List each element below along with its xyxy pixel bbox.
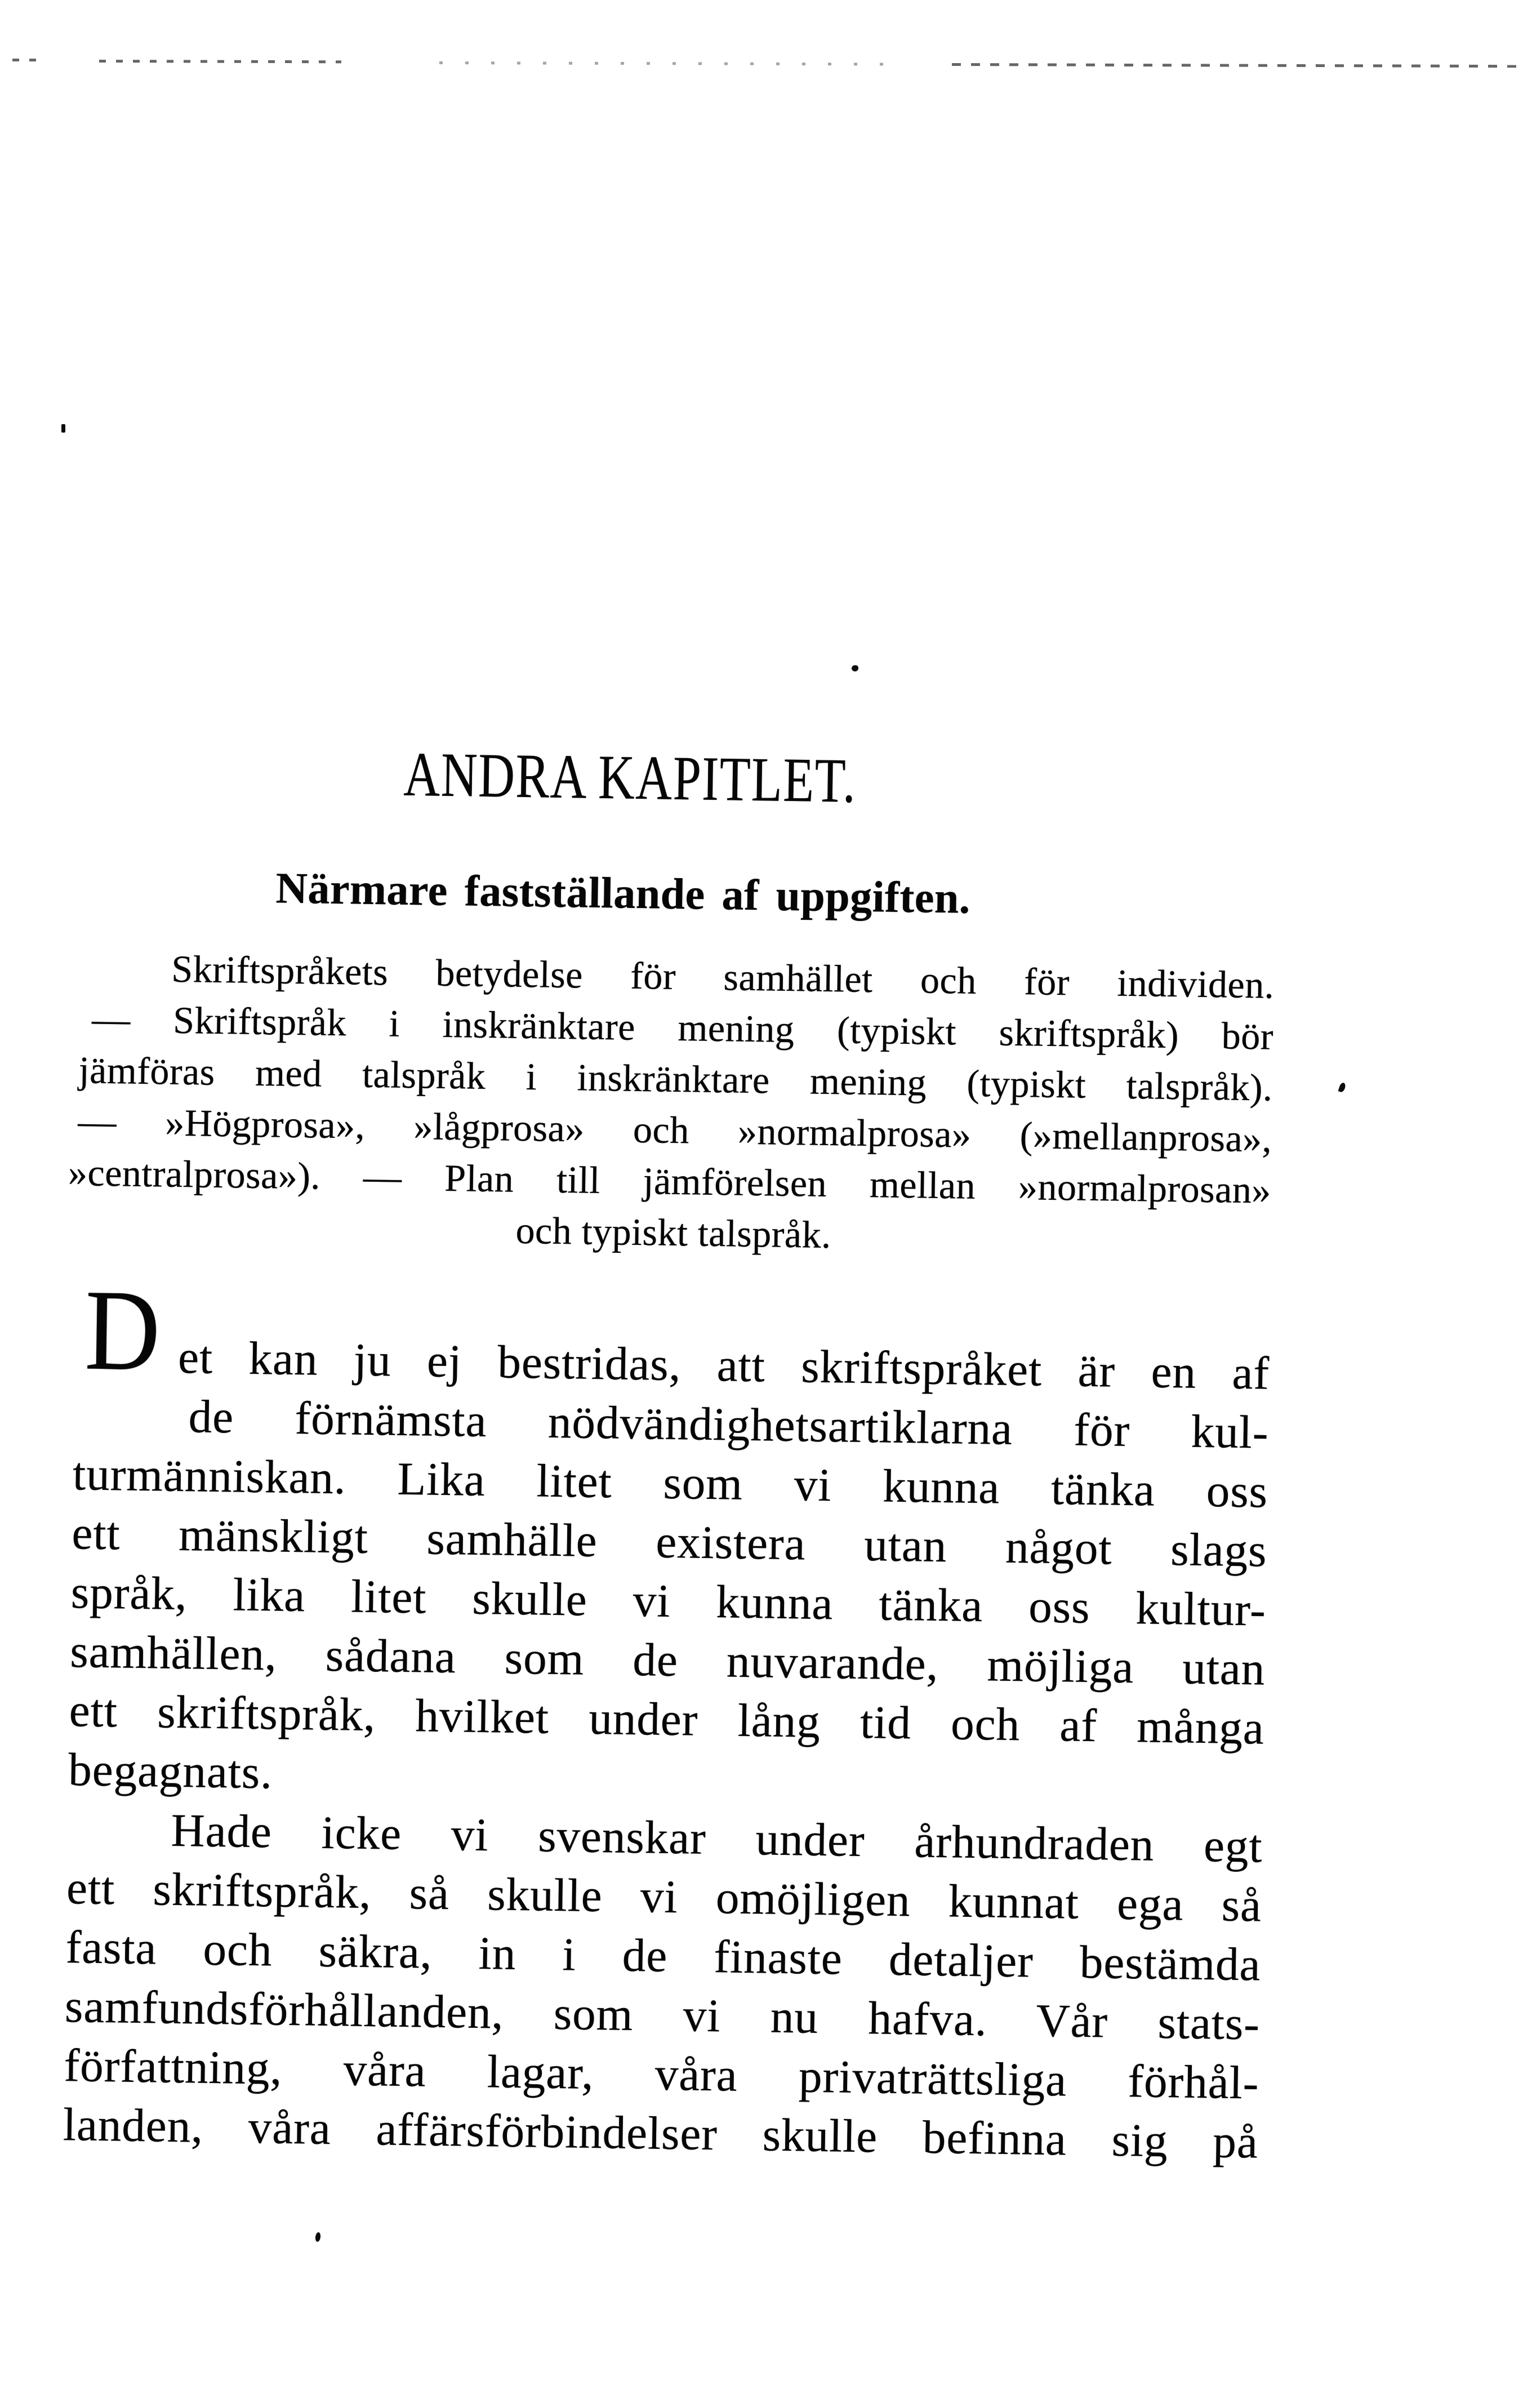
body-line: fasta och säkra, in i de finaste detaljer bestämda	[65, 1921, 1262, 1991]
drop-cap: D	[84, 1266, 161, 1395]
abstract-line: — »Högprosa», »lågprosa» och »normalprosa» (»mellanprosa»,	[77, 1100, 1272, 1160]
body-line: författning, våra lagar, våra privaträttsliga förhål-	[63, 2039, 1260, 2109]
abstract-line: »centralprosa»). — Plan till jämförelsen mellan »normalprosan»	[68, 1151, 1272, 1212]
body-line: Hade icke vi svenskar under århundraden egt	[171, 1804, 1263, 1872]
body-line: språk, lika litet skulle vi kunna tänka oss kultur-	[70, 1566, 1267, 1636]
body-line: begagnats.	[68, 1743, 273, 1799]
abstract-line: jämföras med talspråk i inskränktare mening (typiskt talspråk).	[78, 1048, 1273, 1109]
body-line: turmänniskan. Lika litet som vi kunna tänka oss	[72, 1448, 1268, 1517]
body-line: de förnämsta nödvändighetsartiklarna för kul-	[188, 1390, 1270, 1458]
body-line: et kan ju ej bestridas, att skriftspråket är en af	[177, 1330, 1270, 1399]
body-line: landen, våra affärsförbindelser skulle befinna sig på	[63, 2098, 1259, 2168]
abstract-line: och typiskt talspråk.	[515, 1208, 832, 1257]
body-line: ett skriftspråk, så skulle vi omöjligen kunnat ega så	[66, 1862, 1262, 1931]
body-line: samhällen, sådana som de nuvarande, möjliga utan	[69, 1625, 1266, 1695]
abstract-line: Skriftspråkets betydelse för samhället och för individen.	[171, 947, 1275, 1007]
body-line: ett mänskligt samhälle existera utan något slags	[71, 1507, 1268, 1577]
abstract-line: — Skriftspråk i inskränktare mening (typiskt skriftspråk) bör	[91, 997, 1274, 1058]
section-heading: Närmare fastställande af uppgiften.	[275, 863, 971, 923]
chapter-heading: ANDRA KAPITLET.	[403, 739, 857, 816]
body-line: ett skriftspråk, hvilket under lång tid och af många	[69, 1684, 1265, 1754]
body-line: samfundsförhållanden, som vi nu hafva. Vår stats-	[64, 1980, 1261, 2050]
